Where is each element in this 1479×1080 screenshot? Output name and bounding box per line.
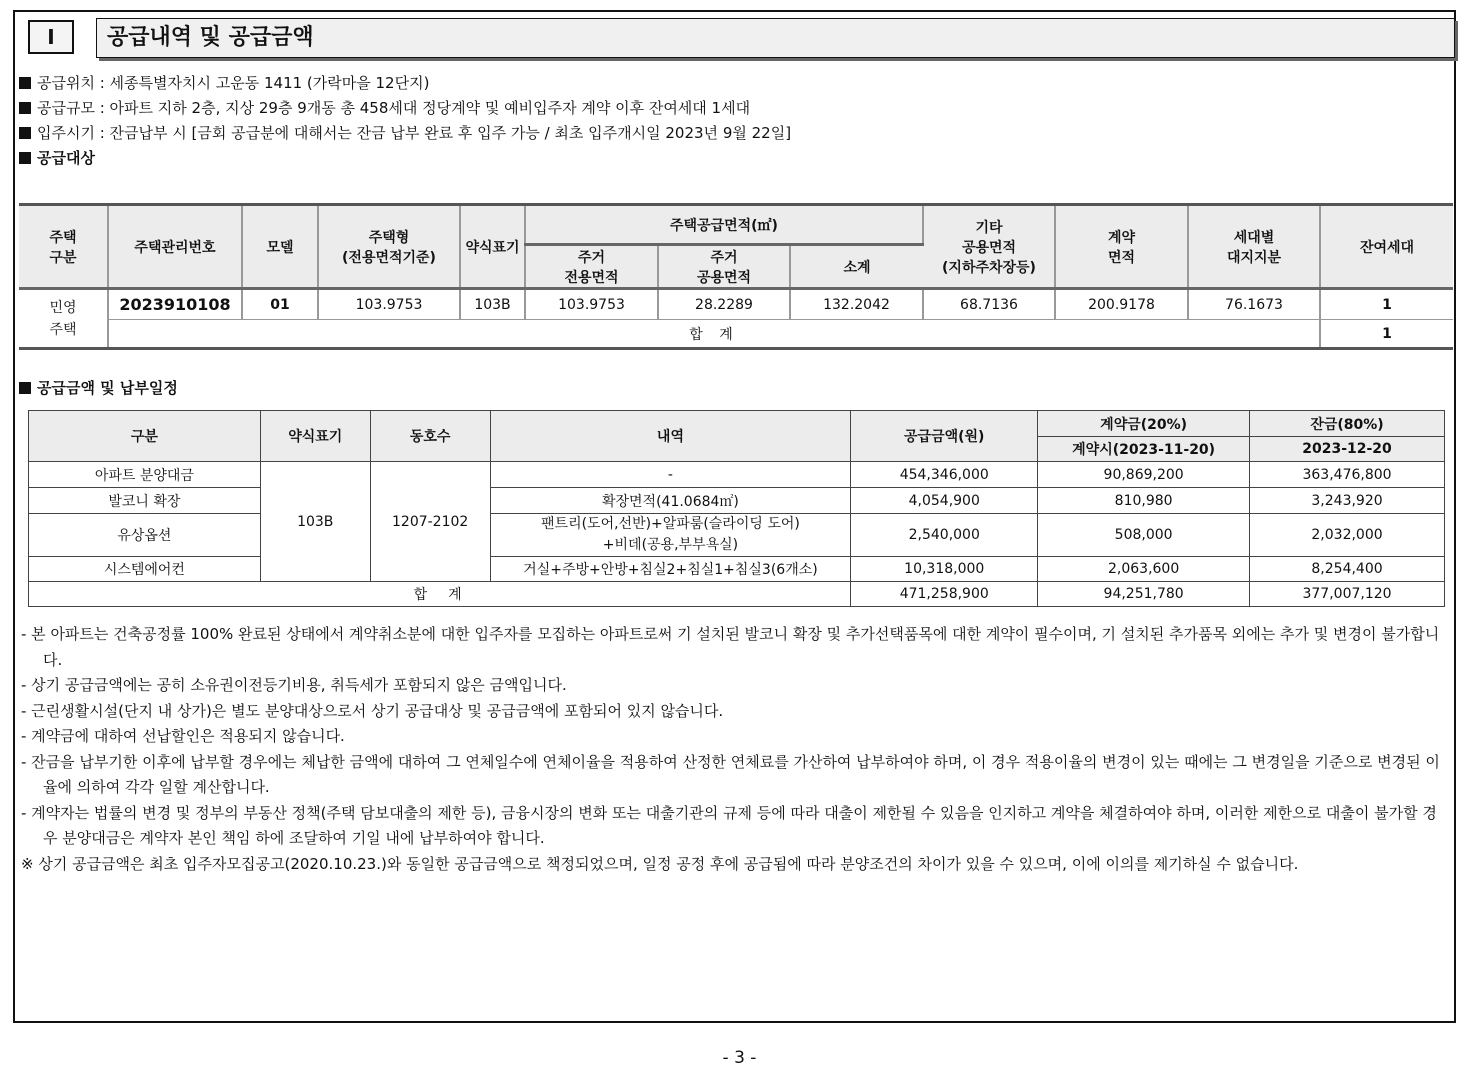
supply-target-table <box>19 203 1453 350</box>
row-amount: 454,346,000 <box>851 462 1038 488</box>
total-label: 합 계 <box>108 320 1320 349</box>
total-deposit: 94,251,780 <box>1038 582 1250 607</box>
square-bullet-icon <box>19 382 31 394</box>
section-number: I <box>28 20 74 54</box>
row-deposit: 508,000 <box>1038 514 1250 557</box>
notes <box>21 622 1451 877</box>
total-label: 합 계 <box>29 582 851 607</box>
note-item: - 계약금에 대하여 선납할인은 적용되지 않습니다. <box>21 727 345 745</box>
note-item: - 잔금을 납부기한 이후에 납부할 경우에는 체납한 금액에 대하여 그 연체일수에 연체이율을 적용하여 산정한 연체료를 가산하여 납부하여야 하며, 이 경우 적용이율의 변경이 있는 때에는 그 변경일을 기준으로 변경된 이율에 의하여 각각 일할 계산합니다. <box>21 752 1440 796</box>
price-schedule-table <box>28 410 1445 607</box>
row-balance: 363,476,800 <box>1250 462 1445 488</box>
th-supply-amount: 공급금액(원) <box>851 411 1038 462</box>
th-contract-area: 계약 면적 <box>1055 205 1188 289</box>
row-details: - <box>490 462 851 488</box>
info-lines <box>19 71 791 171</box>
th-balance: 잔금(80%) <box>1250 411 1445 437</box>
th-unit: 동호수 <box>370 411 490 462</box>
row-details: 확장면적(41.0684㎡) <box>490 488 851 514</box>
cell-exclusive: 103.9753 <box>525 289 658 320</box>
th-deposit-date: 계약시(2023-11-20) <box>1038 437 1250 462</box>
note-item: - 계약자는 법률의 변경 및 정부의 부동산 정책(주택 담보대출의 제한 등), 금융시장의 변화 또는 대출기관의 규제 등에 따라 대출이 제한될 수 있음을 인지하고 계약을 체결하여야 하며, 이러한 제한으로 대출이 불가할 경우 분양대금은 계약자 본인 책임 하에 조달하여 기일 내에 납부하여야 합니다. <box>21 803 1437 847</box>
row-balance: 3,243,920 <box>1250 488 1445 514</box>
note-item: - 근린생활시설(단지 내 상가)은 별도 분양대상으로서 상기 공급대상 및 공급금액에 포함되어 있지 않습니다. <box>21 701 724 720</box>
th-short-code: 약식표기 <box>460 205 525 289</box>
cell-contract-area: 200.9178 <box>1055 289 1188 320</box>
cell-subtotal: 132.2042 <box>790 289 923 320</box>
th-subtotal: 소계 <box>790 245 923 289</box>
cell-land-share: 76.1673 <box>1188 289 1320 320</box>
th-remaining: 잔여세대 <box>1320 205 1453 289</box>
sub-heading-price-schedule: 공급금액 및 납부일정 <box>19 377 178 398</box>
th-short-code: 약식표기 <box>260 411 370 462</box>
row-category: 유상옵션 <box>29 514 261 557</box>
th-land-share: 세대별 대지지분 <box>1188 205 1320 289</box>
note-item: - 상기 공급금액에는 공히 소유권이전등기비용, 취득세가 포함되지 않은 금액입니다. <box>21 676 567 694</box>
info-line-movein: 입주시기 : 잔금납부 시 [금회 공급분에 대해서는 잔금 납부 완료 후 입주 가능 / 최초 입주개시일 2023년 9월 22일] <box>19 121 791 146</box>
th-supply-area: 주택공급면적(㎡) <box>525 205 923 245</box>
square-bullet-icon <box>19 152 31 164</box>
th-balance-date: 2023-12-20 <box>1250 437 1445 462</box>
cell-mgmt-no: 2023910108 <box>108 289 242 320</box>
row-details: 팬트리(도어,선반)+알파룸(슬라이딩 도어) +비데(공용,부부욕실) <box>490 514 851 557</box>
th-other-common: 기타 공용면적 (지하주차장등) <box>923 205 1055 289</box>
note-item: ※ 상기 공급금액은 최초 입주자모집공고(2020.10.23.)와 동일한 공급금액으로 책정되었으며, 일정 공정 후에 공급됨에 따라 분양조건의 차이가 있을 수 있으며, 이에 이의를 제기하실 수 없습니다. <box>21 854 1299 873</box>
section-title: 공급내역 및 공급금액 <box>96 18 1455 58</box>
th-category: 구분 <box>29 411 261 462</box>
cell-other-common: 68.7136 <box>923 289 1055 320</box>
total-balance: 377,007,120 <box>1250 582 1445 607</box>
row-category: 아파트 분양대금 <box>29 462 261 488</box>
total-amount: 471,258,900 <box>851 582 1038 607</box>
cell-unit: 1207-2102 <box>370 462 490 582</box>
row-category: 발코니 확장 <box>29 488 261 514</box>
info-line-scale: 공급규모 : 아파트 지하 2층, 지상 29층 9개동 총 458세대 정당계약 및 예비입주자 계약 이후 잔여세대 1세대 <box>19 96 791 121</box>
th-mgmt-no: 주택관리번호 <box>108 205 242 289</box>
row-deposit: 90,869,200 <box>1038 462 1250 488</box>
cell-category: 민영 주택 <box>19 289 108 349</box>
square-bullet-icon <box>19 102 31 114</box>
th-exclusive-area: 주거 전용면적 <box>525 245 658 289</box>
th-deposit: 계약금(20%) <box>1038 411 1250 437</box>
row-deposit: 810,980 <box>1038 488 1250 514</box>
cell-house-type: 103.9753 <box>318 289 460 320</box>
cell-remaining: 1 <box>1320 289 1453 320</box>
row-balance: 2,032,000 <box>1250 514 1445 557</box>
th-house-type: 주택형 (전용면적기준) <box>318 205 460 289</box>
cell-short-code: 103B <box>260 462 370 582</box>
row-category: 시스템에어컨 <box>29 557 261 582</box>
row-balance: 8,254,400 <box>1250 557 1445 582</box>
page-number: - 3 - <box>722 1048 757 1068</box>
th-common-area: 주거 공용면적 <box>658 245 790 289</box>
square-bullet-icon <box>19 127 31 139</box>
th-model: 모델 <box>242 205 318 289</box>
row-amount: 2,540,000 <box>851 514 1038 557</box>
row-deposit: 2,063,600 <box>1038 557 1250 582</box>
th-details: 내역 <box>490 411 851 462</box>
note-item: - 본 아파트는 건축공정률 100% 완료된 상태에서 계약취소분에 대한 입주자를 모집하는 아파트로써 기 설치된 발코니 확장 및 추가선택품목에 대한 계약이 필수이며, 기 설치된 추가품목 외에는 추가 및 변경이 불가합니다. <box>21 625 1440 669</box>
square-bullet-icon <box>19 77 31 89</box>
cell-model: 01 <box>242 289 318 320</box>
cell-common: 28.2289 <box>658 289 790 320</box>
row-details: 거실+주방+안방+침실2+침실1+침실3(6개소) <box>490 557 851 582</box>
info-line-location: 공급위치 : 세종특별자치시 고운동 1411 (가락마을 12단지) <box>19 71 791 96</box>
th-housing-category: 주택 구분 <box>19 205 108 289</box>
total-remaining: 1 <box>1320 320 1453 349</box>
info-line-target: 공급대상 <box>19 146 791 171</box>
row-amount: 10,318,000 <box>851 557 1038 582</box>
row-amount: 4,054,900 <box>851 488 1038 514</box>
cell-short-code: 103B <box>460 289 525 320</box>
